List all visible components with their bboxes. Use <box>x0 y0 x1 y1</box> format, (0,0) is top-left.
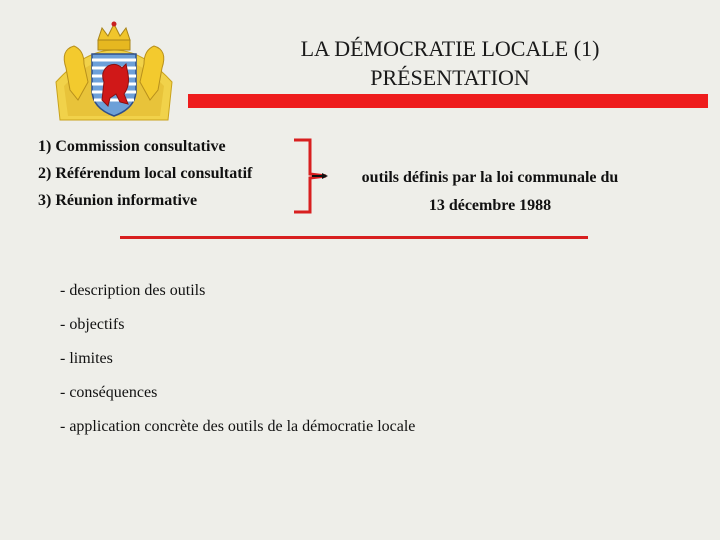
title-accent-bar <box>188 94 708 108</box>
aspects-list <box>60 280 415 450</box>
right-brace-icon <box>292 136 342 216</box>
law-line-1: outils définis par la loi communale du <box>361 169 619 186</box>
aspect-item-2: - objectifs <box>60 316 125 333</box>
title-line-1: LA DÉMOCRATIE LOCALE (1) <box>300 36 600 61</box>
section-divider <box>120 236 588 239</box>
slide-title <box>240 34 660 92</box>
aspect-item-1: - description des outils <box>60 282 206 299</box>
aspect-item-4: - conséquences <box>60 384 158 401</box>
law-reference <box>340 164 640 220</box>
tools-list <box>38 136 252 217</box>
aspect-item-5: - application concrète des outils de la démocratie locale <box>60 418 416 435</box>
coat-of-arms-icon <box>50 20 178 124</box>
aspect-item-3: - limites <box>60 350 113 367</box>
tool-item-2: 2) Référendum local consultatif <box>38 165 253 182</box>
tool-item-1: 1) Commission consultative <box>38 138 226 155</box>
title-line-2: PRÉSENTATION <box>370 65 530 90</box>
tool-item-3: 3) Réunion informative <box>38 192 198 209</box>
law-line-2: 13 décembre 1988 <box>428 197 552 214</box>
